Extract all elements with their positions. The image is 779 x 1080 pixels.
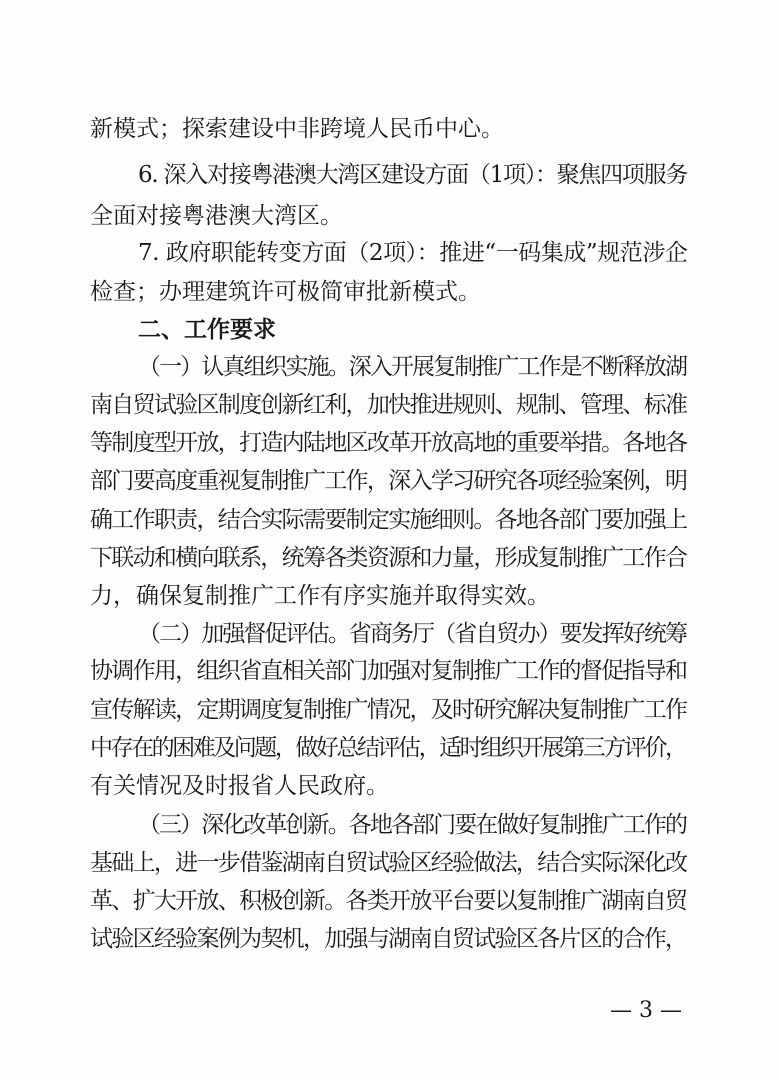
text-line: 力，确保复制推广工作有序实施并取得实效。 — [90, 583, 550, 609]
text-line: 6. 深入对接粤港澳大湾区建设方面（1项）：聚焦四项服务 — [138, 162, 688, 188]
page-number: — 3 — — [610, 998, 682, 1023]
text-line: 部门要高度重视复制推广工作，深入学习研究各项经验案例，明 — [90, 468, 687, 494]
text-line: 有关情况及时报省人民政府。 — [90, 773, 389, 799]
text-line: 试验区经验案例为契机，加强与湖南自贸试验区各片区的合作， — [90, 926, 687, 952]
text-line: （一）认真组织实施。深入开展复制推广工作是不断释放湖 — [138, 354, 687, 380]
text-line: 协调作用，组织省直相关部门加强对复制推广工作的督促指导和 — [90, 658, 687, 684]
text-line: （三）深化改革创新。各地各部门要在做好复制推广工作的 — [138, 812, 687, 838]
text-line: （二）加强督促评估。省商务厅（省自贸办）要发挥好统筹 — [138, 621, 687, 647]
text-line: 宣传解读，定期调度复制推广情况，及时研究解决复制推广工作 — [90, 697, 687, 723]
text-line: 南自贸试验区制度创新红利，加快推进规则、规制、管理、标准 — [90, 392, 687, 418]
text-line: 确工作职责，结合实际需要制定实施细则。各地各部门要加强上 — [90, 507, 687, 533]
text-line: 等制度型开放，打造内陆地区改革开放高地的重要举措。各地各 — [90, 430, 687, 456]
text-line: 新模式；探索建设中非跨境人民币中心。 — [90, 116, 504, 142]
text-line: 7. 政府职能转变方面（2项）：推进“一码集成”规范涉企 — [138, 240, 688, 266]
text-line: 检查；办理建筑许可极简审批新模式。 — [90, 279, 481, 305]
text-line: 全面对接粤港澳大湾区。 — [90, 203, 343, 229]
section-heading: 二、工作要求 — [138, 317, 276, 343]
text-line: 革、扩大开放、积极创新。各类开放平台要以复制推广湖南自贸 — [90, 888, 687, 914]
text-line: 下联动和横向联系，统筹各类资源和力量，形成复制推广工作合 — [90, 545, 687, 571]
text-line: 中存在的困难及问题，做好总结评估，适时组织开展第三方评价， — [90, 735, 686, 761]
text-line: 基础上，进一步借鉴湖南自贸试验区经验做法，结合实际深化改 — [90, 850, 687, 876]
